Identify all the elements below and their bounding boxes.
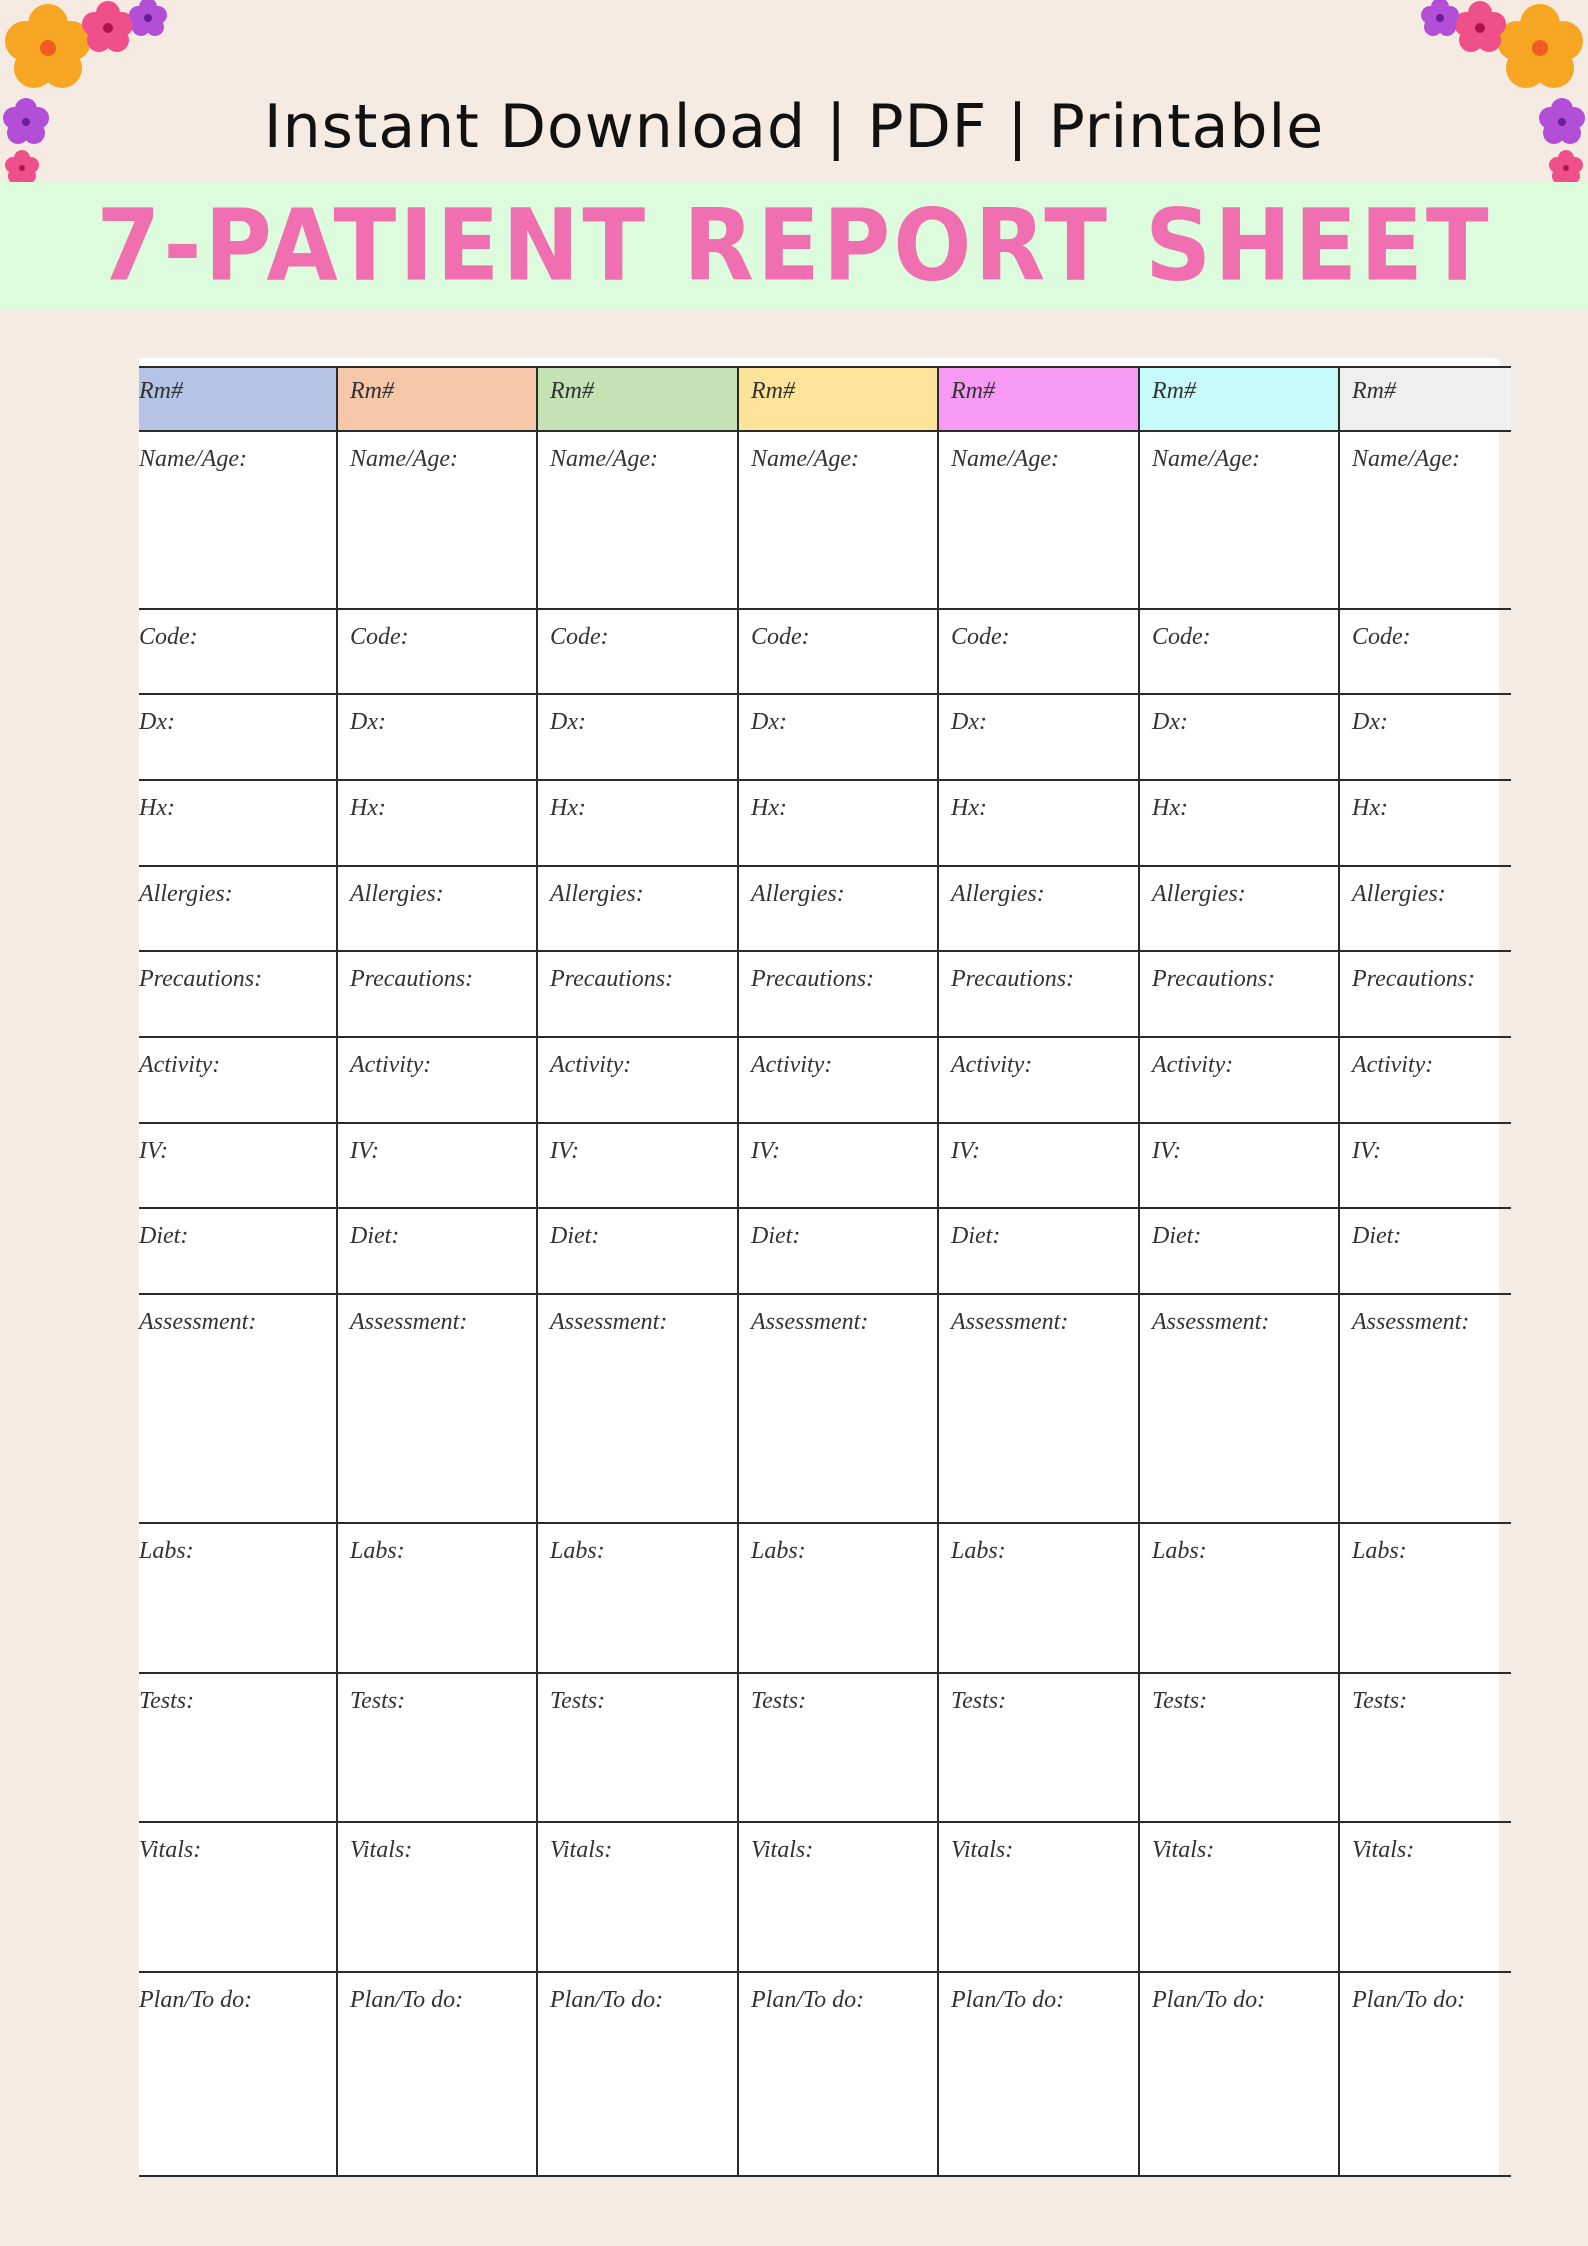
patient-2-cell[interactable] <box>337 1294 537 1523</box>
patient-1-cell[interactable] <box>139 367 337 431</box>
field-label: Code: <box>1352 624 1411 650</box>
field-label: Labs: <box>1152 1538 1207 1564</box>
field-label: Activity: <box>951 1052 1033 1078</box>
patient-6-cell[interactable] <box>1139 609 1339 694</box>
patient-4-cell[interactable] <box>738 1037 938 1123</box>
patient-1-cell[interactable] <box>139 431 337 609</box>
patient-6-cell[interactable] <box>1139 431 1339 609</box>
table-row <box>139 1123 1511 1208</box>
patient-5-cell[interactable] <box>938 367 1139 431</box>
field-label: Precautions: <box>951 966 1075 992</box>
patient-4-cell[interactable] <box>738 694 938 780</box>
patient-4-cell[interactable] <box>738 951 938 1037</box>
table-row <box>139 431 1511 609</box>
field-label: Code: <box>350 624 409 650</box>
field-label: Name/Age: <box>1152 446 1260 472</box>
table-row <box>139 1673 1511 1822</box>
patient-4-cell[interactable] <box>738 866 938 951</box>
patient-2-cell[interactable] <box>337 1523 537 1673</box>
patient-4-cell[interactable] <box>738 1822 938 1972</box>
patient-1-cell[interactable] <box>139 1208 337 1294</box>
field-label: Hx: <box>951 795 987 821</box>
patient-3-cell[interactable] <box>537 1294 738 1523</box>
field-label: Precautions: <box>139 966 263 992</box>
patient-6-cell[interactable] <box>1139 367 1339 431</box>
patient-1-cell[interactable] <box>139 694 337 780</box>
patient-3-cell[interactable] <box>537 780 738 866</box>
field-label: IV: <box>751 1138 781 1164</box>
table-row <box>139 951 1511 1037</box>
field-label: IV: <box>1352 1138 1382 1164</box>
patient-2-cell[interactable] <box>337 1208 537 1294</box>
table-row <box>139 1523 1511 1673</box>
patient-4-cell[interactable] <box>738 780 938 866</box>
patient-6-cell[interactable] <box>1139 1822 1339 1972</box>
field-label: Plan/To do: <box>350 1987 464 2013</box>
patient-3-cell[interactable] <box>537 1673 738 1822</box>
patient-1-cell[interactable] <box>139 1822 337 1972</box>
patient-6-cell[interactable] <box>1139 1294 1339 1523</box>
patient-3-cell[interactable] <box>537 367 738 431</box>
field-label: Name/Age: <box>951 446 1059 472</box>
field-label: Vitals: <box>139 1837 202 1863</box>
patient-6-cell[interactable] <box>1139 1673 1339 1822</box>
patient-2-cell[interactable] <box>337 1822 537 1972</box>
field-label: Dx: <box>751 709 787 735</box>
patient-7-cell[interactable] <box>1339 431 1511 609</box>
patient-2-cell[interactable] <box>337 431 537 609</box>
field-label: Code: <box>1152 624 1211 650</box>
field-label: Hx: <box>1152 795 1188 821</box>
patient-7-cell[interactable] <box>1339 1123 1511 1208</box>
field-label: Allergies: <box>350 881 444 907</box>
patient-7-cell[interactable] <box>1339 866 1511 951</box>
field-label: Activity: <box>550 1052 632 1078</box>
patient-6-cell[interactable] <box>1139 1972 1339 2176</box>
patient-2-cell[interactable] <box>337 1972 537 2176</box>
patient-3-cell[interactable] <box>537 951 738 1037</box>
field-label: Code: <box>951 624 1010 650</box>
patient-2-cell[interactable] <box>337 780 537 866</box>
field-label: Assessment: <box>139 1309 257 1335</box>
patient-5-cell[interactable] <box>938 431 1139 609</box>
field-label: Tests: <box>1352 1688 1408 1714</box>
patient-5-cell[interactable] <box>938 1037 1139 1123</box>
hibiscus-flower-icon <box>5 4 91 88</box>
patient-7-cell[interactable] <box>1339 951 1511 1037</box>
patient-5-cell[interactable] <box>938 1208 1139 1294</box>
patient-4-cell[interactable] <box>738 1123 938 1208</box>
patient-1-cell[interactable] <box>139 1294 337 1523</box>
field-label: Allergies: <box>550 881 644 907</box>
field-label: Dx: <box>350 709 386 735</box>
field-label: Rm# <box>1152 378 1196 404</box>
hibiscus-flower-icon <box>129 0 167 36</box>
field-label: Labs: <box>751 1538 806 1564</box>
patient-2-cell[interactable] <box>337 367 537 431</box>
field-label: Hx: <box>139 795 175 821</box>
table-row <box>139 866 1511 951</box>
field-label: Precautions: <box>350 966 474 992</box>
patient-5-cell[interactable] <box>938 609 1139 694</box>
field-label: Activity: <box>1352 1052 1434 1078</box>
patient-4-cell[interactable] <box>738 1972 938 2176</box>
patient-4-cell[interactable] <box>738 1673 938 1822</box>
patient-7-cell[interactable] <box>1339 609 1511 694</box>
field-label: Rm# <box>1352 378 1396 404</box>
field-label: Vitals: <box>350 1837 413 1863</box>
patient-1-cell[interactable] <box>139 1123 337 1208</box>
patient-6-cell[interactable] <box>1139 951 1339 1037</box>
field-label: Assessment: <box>550 1309 668 1335</box>
field-label: Vitals: <box>550 1837 613 1863</box>
patient-1-cell[interactable] <box>139 1673 337 1822</box>
patient-1-cell[interactable] <box>139 1037 337 1123</box>
field-label: Assessment: <box>751 1309 869 1335</box>
patient-4-cell[interactable] <box>738 609 938 694</box>
field-label: Vitals: <box>751 1837 814 1863</box>
field-label: Allergies: <box>751 881 845 907</box>
field-label: Tests: <box>350 1688 406 1714</box>
field-label: IV: <box>139 1138 169 1164</box>
field-label: Hx: <box>550 795 586 821</box>
field-label: Rm# <box>350 378 394 404</box>
field-label: Precautions: <box>550 966 674 992</box>
patient-1-cell[interactable] <box>139 951 337 1037</box>
patient-3-cell[interactable] <box>537 694 738 780</box>
patient-2-cell[interactable] <box>337 609 537 694</box>
field-label: Rm# <box>751 378 795 404</box>
field-label: Rm# <box>139 378 183 404</box>
field-label: Plan/To do: <box>751 1987 865 2013</box>
field-label: Allergies: <box>1352 881 1446 907</box>
patient-1-cell[interactable] <box>139 866 337 951</box>
patient-3-cell[interactable] <box>537 431 738 609</box>
field-label: IV: <box>350 1138 380 1164</box>
table-row <box>139 780 1511 866</box>
hibiscus-flower-icon <box>82 1 134 52</box>
field-label: Vitals: <box>1352 1837 1415 1863</box>
field-label: Labs: <box>1352 1538 1407 1564</box>
field-label: IV: <box>1152 1138 1182 1164</box>
field-label: Activity: <box>751 1052 833 1078</box>
field-label: Name/Age: <box>1352 446 1460 472</box>
hibiscus-flower-icon <box>1454 1 1506 52</box>
table-row <box>139 1822 1511 1972</box>
patient-7-cell[interactable] <box>1339 1972 1511 2176</box>
patient-7-cell[interactable] <box>1339 780 1511 866</box>
patient-5-cell[interactable] <box>938 951 1139 1037</box>
table-row <box>139 1972 1511 2176</box>
patient-4-cell[interactable] <box>738 1294 938 1523</box>
patient-2-cell[interactable] <box>337 1673 537 1822</box>
patient-6-cell[interactable] <box>1139 1123 1339 1208</box>
patient-4-cell[interactable] <box>738 431 938 609</box>
patient-7-cell[interactable] <box>1339 1523 1511 1673</box>
patient-1-cell[interactable] <box>139 780 337 866</box>
patient-7-cell[interactable] <box>1339 367 1511 431</box>
field-label: Assessment: <box>1352 1309 1470 1335</box>
field-label: Plan/To do: <box>1152 1987 1266 2013</box>
patient-5-cell[interactable] <box>938 1523 1139 1673</box>
table-row <box>139 1294 1511 1523</box>
hibiscus-flower-icon <box>1421 0 1459 36</box>
field-label: Rm# <box>951 378 995 404</box>
table-row <box>139 694 1511 780</box>
field-label: Code: <box>751 624 810 650</box>
field-label: Activity: <box>1152 1052 1234 1078</box>
patient-4-cell[interactable] <box>738 367 938 431</box>
field-label: Assessment: <box>1152 1309 1270 1335</box>
table-row <box>139 1037 1511 1123</box>
field-label: Plan/To do: <box>1352 1987 1466 2013</box>
patient-4-cell[interactable] <box>738 1208 938 1294</box>
patient-1-cell[interactable] <box>139 1972 337 2176</box>
patient-3-cell[interactable] <box>537 609 738 694</box>
field-label: Plan/To do: <box>139 1987 253 2013</box>
field-label: Diet: <box>550 1223 600 1249</box>
field-label: Name/Age: <box>751 446 859 472</box>
field-label: Name/Age: <box>350 446 458 472</box>
field-label: Diet: <box>751 1223 801 1249</box>
patient-3-cell[interactable] <box>537 1523 738 1673</box>
patient-2-cell[interactable] <box>337 951 537 1037</box>
patient-6-cell[interactable] <box>1139 780 1339 866</box>
field-label: Tests: <box>751 1688 807 1714</box>
field-label: Labs: <box>550 1538 605 1564</box>
patient-5-cell[interactable] <box>938 1673 1139 1822</box>
patient-7-cell[interactable] <box>1339 1822 1511 1972</box>
patient-1-cell[interactable] <box>139 1523 337 1673</box>
patient-6-cell[interactable] <box>1139 694 1339 780</box>
patient-5-cell[interactable] <box>938 694 1139 780</box>
field-label: Tests: <box>951 1688 1007 1714</box>
patient-1-cell[interactable] <box>139 609 337 694</box>
patient-7-cell[interactable] <box>1339 694 1511 780</box>
patient-7-cell[interactable] <box>1339 1294 1511 1523</box>
field-label: Dx: <box>1152 709 1188 735</box>
patient-4-cell[interactable] <box>738 1523 938 1673</box>
field-label: Precautions: <box>1352 966 1476 992</box>
patient-2-cell[interactable] <box>337 866 537 951</box>
field-label: Labs: <box>350 1538 405 1564</box>
patient-3-cell[interactable] <box>537 866 738 951</box>
patient-2-cell[interactable] <box>337 694 537 780</box>
patient-2-cell[interactable] <box>337 1123 537 1208</box>
field-label: Precautions: <box>1152 966 1276 992</box>
patient-7-cell[interactable] <box>1339 1673 1511 1822</box>
patient-3-cell[interactable] <box>537 1123 738 1208</box>
field-label: Allergies: <box>951 881 1045 907</box>
patient-3-cell[interactable] <box>537 1037 738 1123</box>
field-label: Hx: <box>350 795 386 821</box>
field-label: Hx: <box>751 795 787 821</box>
field-label: Rm# <box>550 378 594 404</box>
field-label: Diet: <box>951 1223 1001 1249</box>
field-label: Name/Age: <box>550 446 658 472</box>
patient-5-cell[interactable] <box>938 1294 1139 1523</box>
field-label: Diet: <box>1352 1223 1402 1249</box>
field-label: Activity: <box>350 1052 432 1078</box>
patient-2-cell[interactable] <box>337 1037 537 1123</box>
patient-5-cell[interactable] <box>938 1123 1139 1208</box>
field-label: Labs: <box>951 1538 1006 1564</box>
field-label: Diet: <box>1152 1223 1202 1249</box>
patient-3-cell[interactable] <box>537 1822 738 1972</box>
patient-6-cell[interactable] <box>1139 1523 1339 1673</box>
field-label: Assessment: <box>951 1309 1069 1335</box>
patient-report-table <box>139 366 1511 2177</box>
field-label: Vitals: <box>951 1837 1014 1863</box>
field-label: Code: <box>139 624 198 650</box>
field-label: Labs: <box>139 1538 194 1564</box>
field-label: Allergies: <box>1152 881 1246 907</box>
field-label: Activity: <box>139 1052 221 1078</box>
field-label: Dx: <box>550 709 586 735</box>
field-label: Diet: <box>139 1223 189 1249</box>
field-label: Precautions: <box>751 966 875 992</box>
field-label: Allergies: <box>139 881 233 907</box>
table-row <box>139 1208 1511 1294</box>
page-title: 7-PATIENT REPORT SHEET <box>96 187 1492 304</box>
field-label: Tests: <box>1152 1688 1208 1714</box>
patient-5-cell[interactable] <box>938 1972 1139 2176</box>
field-label: IV: <box>951 1138 981 1164</box>
field-label: Name/Age: <box>139 446 247 472</box>
field-label: IV: <box>550 1138 580 1164</box>
patient-3-cell[interactable] <box>537 1208 738 1294</box>
field-label: Dx: <box>1352 709 1388 735</box>
field-label: Assessment: <box>350 1309 468 1335</box>
header-row <box>139 367 1511 431</box>
patient-6-cell[interactable] <box>1139 1037 1339 1123</box>
field-label: Tests: <box>550 1688 606 1714</box>
patient-5-cell[interactable] <box>938 1822 1139 1972</box>
table-row <box>139 609 1511 694</box>
field-label: Vitals: <box>1152 1837 1215 1863</box>
field-label: Dx: <box>951 709 987 735</box>
field-label: Tests: <box>139 1688 195 1714</box>
patient-7-cell[interactable] <box>1339 1037 1511 1123</box>
subtitle: Instant Download | PDF | Printable <box>263 92 1325 162</box>
patient-6-cell[interactable] <box>1139 866 1339 951</box>
field-label: Code: <box>550 624 609 650</box>
hibiscus-flower-icon <box>1497 4 1583 88</box>
patient-5-cell[interactable] <box>938 780 1139 866</box>
field-label: Diet: <box>350 1223 400 1249</box>
patient-3-cell[interactable] <box>537 1972 738 2176</box>
field-label: Hx: <box>1352 795 1388 821</box>
patient-7-cell[interactable] <box>1339 1208 1511 1294</box>
patient-6-cell[interactable] <box>1139 1208 1339 1294</box>
field-label: Plan/To do: <box>550 1987 664 2013</box>
field-label: Plan/To do: <box>951 1987 1065 2013</box>
field-label: Dx: <box>139 709 175 735</box>
patient-5-cell[interactable] <box>938 866 1139 951</box>
